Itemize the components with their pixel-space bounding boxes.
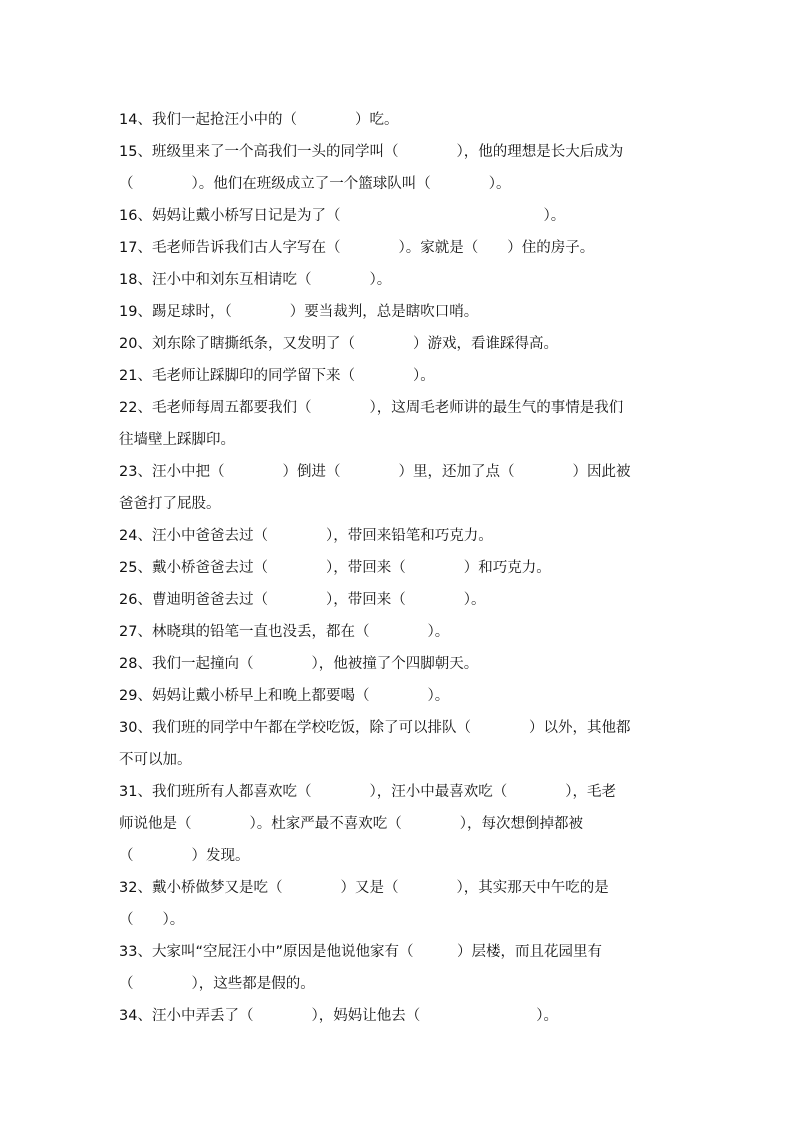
question-line: 21、毛老师让踩脚印的同学留下来（ ）。 xyxy=(119,368,435,384)
question-line: 17、毛老师告诉我们古人字写在（ ）。家就是（ ）住的房子。 xyxy=(119,240,595,256)
question-line: （ ）。他们在班级成立了一个篮球队叫（ ）。 xyxy=(119,176,511,192)
question-line: 24、汪小中爸爸去过（ ），带回来铅笔和巧克力。 xyxy=(119,528,493,544)
question-line: 14、我们一起抢汪小中的（ ）吃。 xyxy=(119,112,399,128)
question-line: 往墙壁上踩脚印。 xyxy=(119,432,235,448)
question-line: 爸爸打了屁股。 xyxy=(119,496,221,512)
question-line: 34、汪小中弄丢了（ ），妈妈让他去（ ）。 xyxy=(119,1008,558,1024)
question-line: 30、我们班的同学中午都在学校吃饭，除了可以排队（ ）以外，其他都 xyxy=(119,720,631,736)
question-line: （ ），这些都是假的。 xyxy=(119,976,315,992)
question-line: （ ）发现。 xyxy=(119,848,250,864)
question-line: 15、班级里来了一个高我们一头的同学叫（ ），他的理想是长大后成为 xyxy=(119,144,624,160)
question-line: 19、踢足球时，（ ）要当裁判，总是瞎吹口哨。 xyxy=(119,304,479,320)
question-line: 32、戴小桥做梦又是吃（ ）又是（ ），其实那天中午吃的是 xyxy=(119,880,609,896)
question-line: 33、大家叫“空屁汪小中”原因是他说他家有（ ）层楼，而且花园里有 xyxy=(119,944,602,960)
question-line: 28、我们一起撞向（ ），他被撞了个四脚朝天。 xyxy=(119,656,479,672)
question-list xyxy=(119,104,679,1032)
question-line: 26、曹迪明爸爸去过（ ），带回来（ ）。 xyxy=(119,592,486,608)
question-line: 27、林晓琪的铅笔一直也没丢，都在（ ）。 xyxy=(119,624,450,640)
question-line: 师说他是（ ）。杜家严最不喜欢吃（ ），每次想倒掉都被 xyxy=(119,816,583,832)
question-line: 25、戴小桥爸爸去过（ ），带回来（ ）和巧克力。 xyxy=(119,560,551,576)
question-line: 22、毛老师每周五都要我们（ ），这周毛老师讲的最生气的事情是我们 xyxy=(119,400,624,416)
question-line: 29、妈妈让戴小桥早上和晚上都要喝（ ）。 xyxy=(119,688,450,704)
question-line: 不可以加。 xyxy=(119,752,192,768)
question-line: 23、汪小中把（ ）倒进（ ）里，还加了点（ ）因此被 xyxy=(119,464,631,480)
question-line: 20、刘东除了瞎撕纸条，又发明了（ ）游戏，看谁踩得高。 xyxy=(119,336,558,352)
question-line: 18、汪小中和刘东互相请吃（ ）。 xyxy=(119,272,392,288)
question-line: （ ）。 xyxy=(119,912,185,928)
question-line: 16、妈妈让戴小桥写日记是为了（ ）。 xyxy=(119,208,566,224)
question-line: 31、我们班所有人都喜欢吃（ ），汪小中最喜欢吃（ ），毛老 xyxy=(119,784,616,800)
